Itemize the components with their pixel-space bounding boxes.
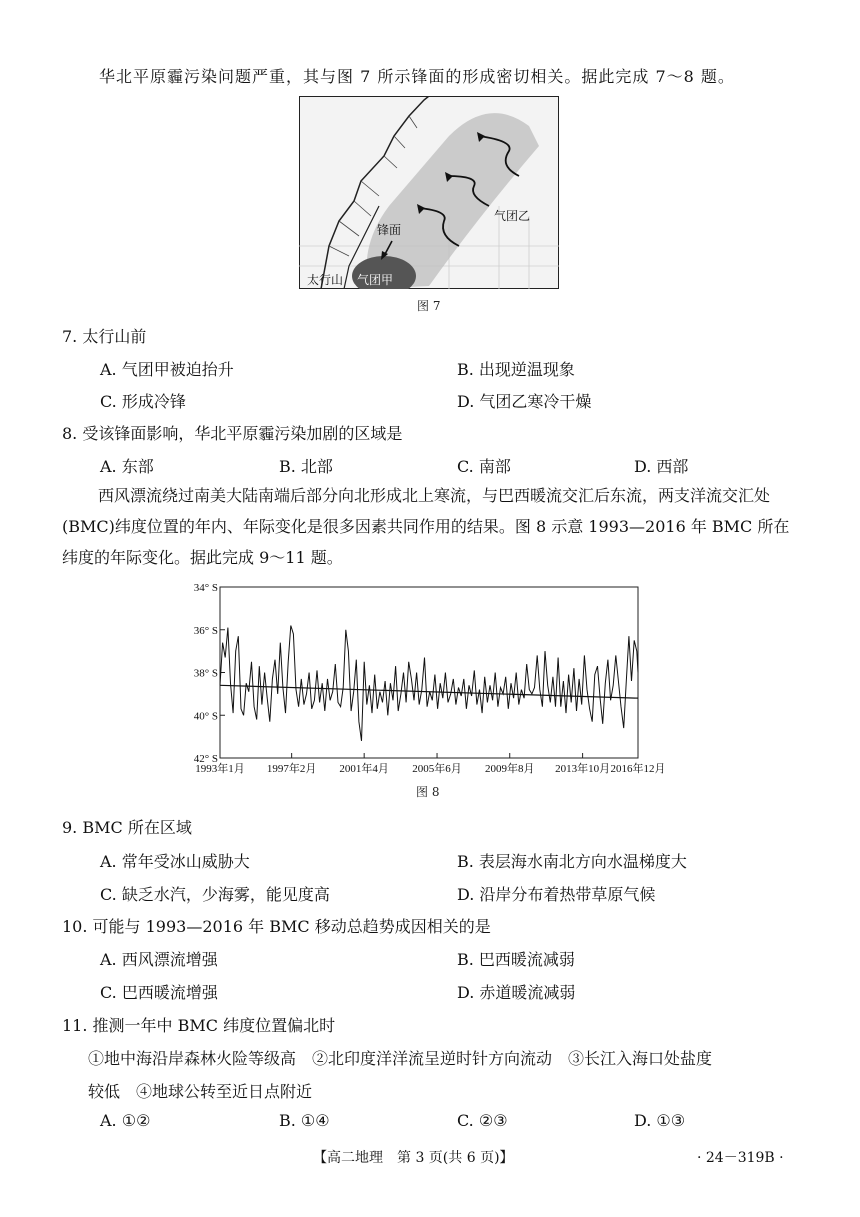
y-tick-label: 38° S [193,667,218,680]
x-tick-label: 2005年6月 [412,763,462,775]
q11-statements-line2: 较低 ④地球公转至近日点附近 [88,1082,313,1101]
q11-option-d[interactable]: D. ①③ [634,1111,686,1130]
y-tick-label: 40° S [193,710,218,723]
x-tick-label: 2009年8月 [484,763,535,775]
footer-code: · 24－319B · [697,1150,784,1166]
q7-option-d[interactable]: D. 气团乙寒冷干燥 [457,392,592,411]
q10-option-a[interactable]: A. 西风漂流增强 [100,950,218,969]
label-air-mass-b: 气团乙 [494,209,531,223]
q8-stem: 8. 受该锋面影响，华北平原霾污染加剧的区域是 [62,424,403,443]
figure-7-map [299,96,559,289]
q11-option-c[interactable]: C. ②③ [457,1111,508,1130]
figure-8-chart [160,580,700,780]
intro-q9-11: 西风漂流绕过南美大陆南端后部分向北形成北上寒流，与巴西暖流交汇后东流，两支洋流交汇处(BMC)纬度位置的年内、年际变化是很多因素共同作用的结果。图 8 示意 1993—2016 年 BMC 所在纬度的年际变化。据此完成 9～11 题。 [62,486,790,567]
label-air-mass-a: 气团甲 [357,273,394,287]
plot-frame [220,587,638,758]
q8-option-d[interactable]: D. 西部 [634,457,689,476]
x-tick-label: 1997年2月 [266,763,317,775]
q10-option-d[interactable]: D. 赤道暖流减弱 [457,983,576,1002]
y-tick-label: 36° S [193,624,218,637]
q9-option-a[interactable]: A. 常年受冰山威胁大 [100,852,250,871]
q11-statements-line1: ①地中海沿岸森林火险等级高 ②北印度洋洋流呈逆时针方向流动 ③长江入海口处盐度 [88,1049,713,1068]
q10-stem: 10. 可能与 1993—2016 年 BMC 移动总趋势成因相关的是 [62,917,491,936]
figure-7-caption: 图 7 [417,299,441,313]
x-tick-label: 2016年12月 [610,763,666,775]
q7-option-c[interactable]: C. 形成冷锋 [100,392,186,411]
label-front: 锋面 [377,223,402,237]
q11-option-b[interactable]: B. ①④ [279,1111,330,1130]
q9-option-c[interactable]: C. 缺乏水汽，少海雾，能见度高 [100,885,330,904]
y-tick-label: 42° S [193,753,218,765]
intro-q7-8: 华北平原霾污染问题严重，其与图 7 所示锋面的形成密切相关。据此完成 7～8 题。 [99,67,735,86]
label-taihang: 太行山 [307,273,344,287]
y-tick-label: 34° S [193,582,218,594]
figure-8-caption: 图 8 [416,785,440,799]
x-tick-label: 2013年10月 [555,763,611,775]
q7-option-a[interactable]: A. 气团甲被迫抬升 [100,360,234,379]
q11-option-a[interactable]: A. ①② [100,1111,151,1130]
q8-option-c[interactable]: C. 南部 [457,457,511,476]
series-line [220,626,638,741]
q8-option-b[interactable]: B. 北部 [279,457,333,476]
q9-option-d[interactable]: D. 沿岸分布着热带草原气候 [457,885,656,904]
q7-stem: 7. 太行山前 [62,327,147,346]
q8-option-a[interactable]: A. 东部 [100,457,154,476]
q10-option-c[interactable]: C. 巴西暖流增强 [100,983,218,1002]
footer-page-info: 【高二地理 第 3 页(共 6 页)】 [313,1150,514,1166]
q9-stem: 9. BMC 所在区域 [62,818,192,837]
q11-stem: 11. 推测一年中 BMC 纬度位置偏北时 [62,1016,336,1035]
x-tick-label: 1993年1月 [195,763,245,775]
q10-option-b[interactable]: B. 巴西暖流减弱 [457,950,575,969]
q7-option-b[interactable]: B. 出现逆温现象 [457,360,575,379]
x-tick-label: 2001年4月 [339,763,389,775]
q9-option-b[interactable]: B. 表层海水南北方向水温梯度大 [457,852,687,871]
